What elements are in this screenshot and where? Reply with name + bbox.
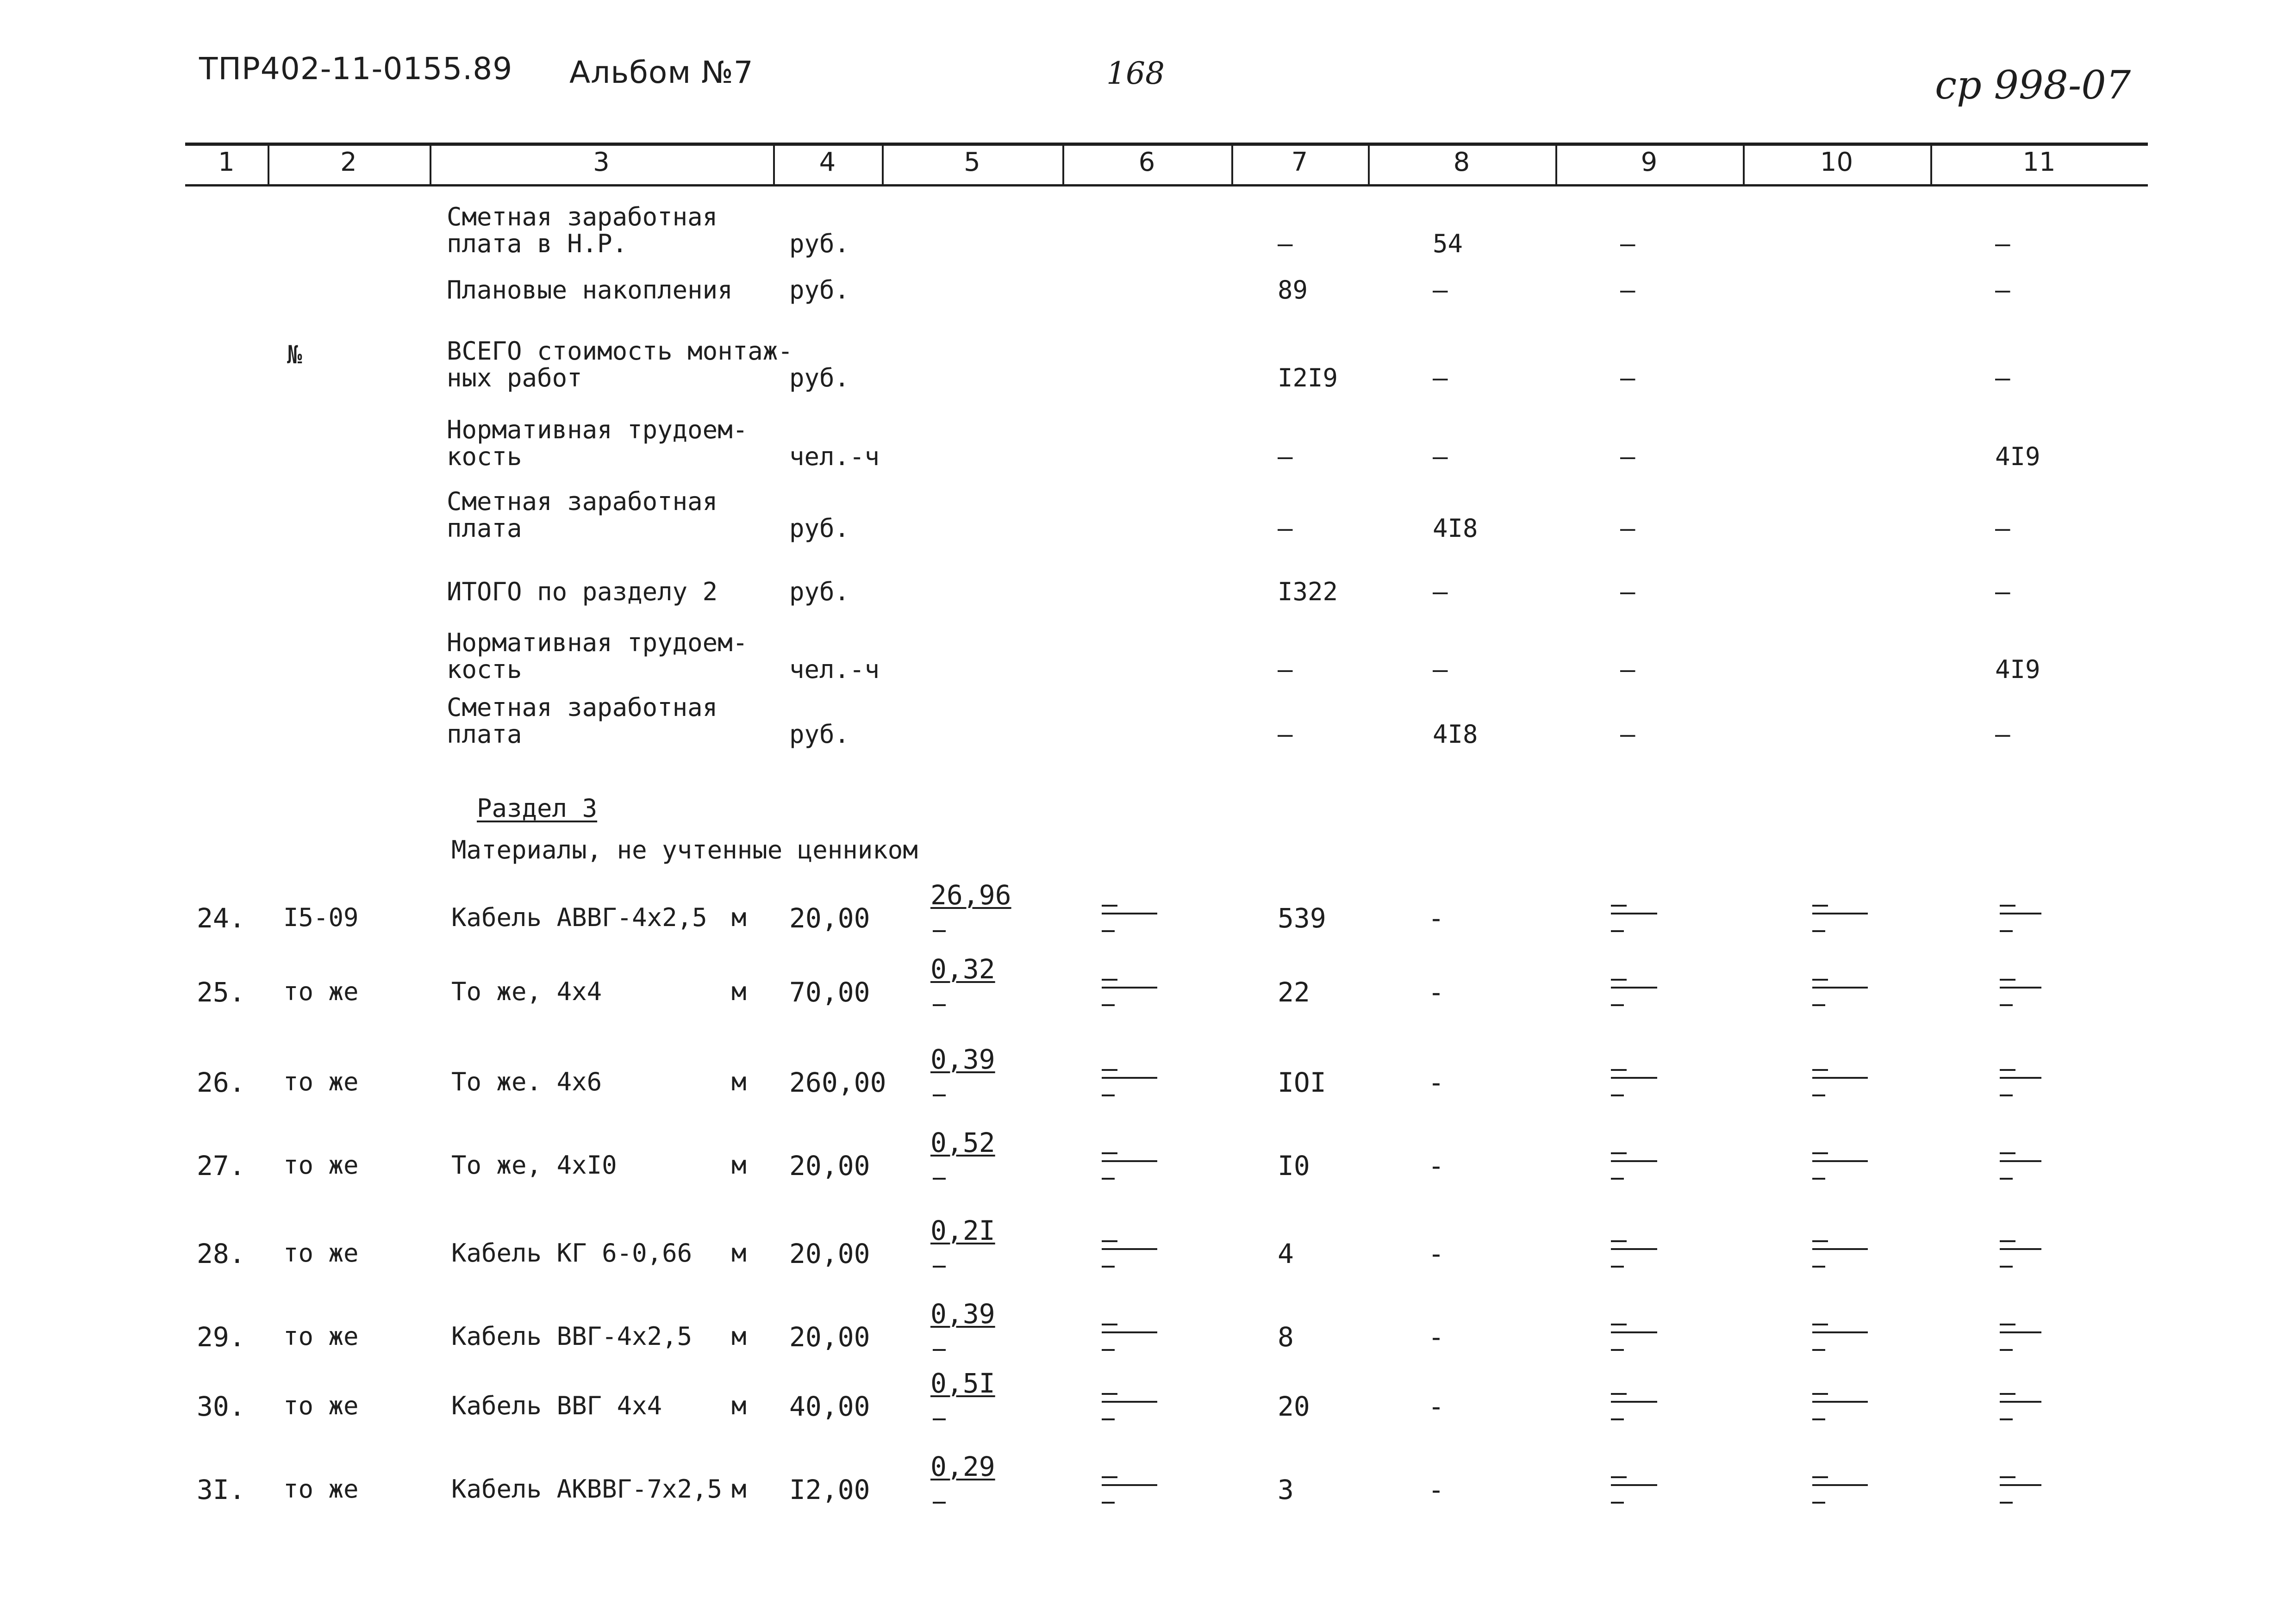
col10-dash — [1812, 905, 1828, 907]
col11-dash — [2000, 1152, 2015, 1154]
col9-dash-below — [1611, 1502, 1624, 1504]
col8-value: - — [1428, 1474, 1444, 1505]
col6-dash-below — [1102, 930, 1115, 932]
col6-dash-long — [1102, 1331, 1157, 1333]
col10-dash-long — [1812, 1160, 1868, 1162]
col9-dash — [1611, 979, 1627, 981]
price-code: I5-09 — [283, 903, 359, 932]
unit-price — [930, 879, 1011, 911]
col11-dash-long — [2000, 1331, 2041, 1333]
column-divider — [773, 144, 775, 186]
col6-dash — [1102, 1324, 1117, 1325]
document-code: ТПР402-11-0155.89 — [199, 51, 513, 87]
price-dash-below — [933, 1349, 946, 1351]
column-divider — [1930, 144, 1932, 186]
row-number: 28. — [197, 1238, 245, 1269]
col9-dash-long — [1611, 1160, 1657, 1162]
summary-value-c11: – — [1995, 720, 2010, 749]
col6-dash-long — [1102, 1160, 1157, 1162]
summary-value-c11: – — [1995, 577, 2010, 606]
summary-unit: руб. — [789, 720, 850, 749]
column-number: 9 — [1641, 147, 1658, 177]
material-name: То же, 4хI0 — [451, 1150, 617, 1180]
summary-value-c11: – — [1995, 514, 2010, 543]
column-number: 11 — [2022, 147, 2056, 177]
total-cost: 539 — [1278, 902, 1326, 934]
col10-dash-long — [1812, 913, 1868, 914]
col10-dash-below — [1812, 1502, 1825, 1504]
column-divider — [882, 144, 884, 186]
col9-dash — [1611, 905, 1627, 907]
summary-value-c9: – — [1620, 720, 1635, 749]
col9-dash-below — [1611, 930, 1624, 932]
summary-value-c8: 54 — [1433, 229, 1463, 258]
column-divider — [1743, 144, 1745, 186]
summary-value-c9: – — [1620, 514, 1635, 543]
unit-price — [930, 1298, 995, 1330]
column-divider — [1231, 144, 1233, 186]
unit-price-value: 0,39 — [930, 1298, 995, 1330]
col10-dash-below — [1812, 930, 1825, 932]
col9-dash-below — [1611, 1094, 1624, 1096]
col10-dash — [1812, 1069, 1828, 1071]
summary-value-c8: 4I8 — [1433, 514, 1478, 543]
col10-dash-long — [1812, 1401, 1868, 1403]
unit: м — [731, 1150, 747, 1180]
quantity: 40,00 — [789, 1391, 870, 1422]
column-number: 5 — [964, 147, 980, 177]
summary-unit: руб. — [789, 363, 850, 392]
quantity: 260,00 — [789, 1067, 886, 1098]
summary-unit: руб. — [789, 514, 850, 543]
col9-dash — [1611, 1069, 1627, 1071]
total-cost: 22 — [1278, 976, 1310, 1008]
row-number: 27. — [197, 1150, 245, 1181]
col9-dash-long — [1611, 1484, 1657, 1486]
col9-dash-long — [1611, 1331, 1657, 1333]
col6-dash — [1102, 1393, 1117, 1395]
col6-dash-long — [1102, 1077, 1157, 1079]
summary-value-c11: 4I9 — [1995, 442, 2040, 471]
col9-dash-below — [1611, 1418, 1624, 1420]
summary-value-c11: 4I9 — [1995, 655, 2040, 684]
col11-dash-long — [2000, 1160, 2041, 1162]
row-number: 24. — [197, 902, 245, 934]
col9-dash-below — [1611, 1349, 1624, 1351]
summary-item-name: Сметная заработная плата — [447, 693, 718, 749]
unit-price-value: 26,96 — [930, 879, 1011, 911]
summary-value-c8: – — [1433, 655, 1448, 684]
col11-dash-long — [2000, 1484, 2041, 1486]
unit-price — [930, 1368, 995, 1399]
summary-value-c8: 4I8 — [1433, 720, 1478, 749]
col9-dash-long — [1611, 1077, 1657, 1079]
col11-dash — [2000, 1069, 2015, 1071]
summary-item-name: Сметная заработная плата в Н.Р. — [447, 202, 718, 258]
material-name: Кабель КГ 6-0,66 — [451, 1238, 693, 1268]
unit: м — [731, 1322, 747, 1351]
col9-dash-long — [1611, 1401, 1657, 1403]
col6-dash-below — [1102, 1178, 1115, 1180]
col11-dash-below — [2000, 1349, 2013, 1351]
summary-value-c8: – — [1433, 577, 1448, 606]
material-name: Кабель АКВВГ-7х2,5 — [451, 1474, 723, 1504]
unit: м — [731, 1391, 747, 1420]
column-number: 4 — [819, 147, 836, 177]
unit: м — [731, 1067, 747, 1096]
price-dash-below — [933, 1502, 946, 1504]
col11-dash-below — [2000, 1094, 2013, 1096]
section-subtitle: Материалы, не учтенные ценником — [451, 835, 918, 864]
summary-value-c9: – — [1620, 655, 1635, 684]
summary-value-c8: – — [1433, 442, 1448, 471]
table-top-rule — [185, 143, 2148, 146]
price-code: то же — [283, 977, 359, 1006]
col8-value: - — [1428, 976, 1444, 1008]
col11-dash-below — [2000, 1418, 2013, 1420]
material-name: То же, 4х4 — [451, 977, 602, 1006]
unit-price-value: 0,2I — [930, 1215, 995, 1246]
column-number: 8 — [1453, 147, 1470, 177]
col10-dash-below — [1812, 1094, 1825, 1096]
col6-dash-long — [1102, 1401, 1157, 1403]
summary-value-c7: I2I9 — [1278, 363, 1338, 392]
unit-price — [930, 1451, 995, 1482]
col9-dash — [1611, 1393, 1627, 1395]
summary-item-name: ВСЕГО стоимость монтаж- ных работ — [447, 336, 793, 392]
col9-dash-long — [1611, 913, 1657, 914]
col6-dash — [1102, 1152, 1117, 1154]
col11-dash-long — [2000, 913, 2041, 914]
price-dash-below — [933, 1094, 946, 1096]
col6-dash-below — [1102, 1349, 1115, 1351]
quantity: 20,00 — [789, 902, 870, 934]
col9-dash-below — [1611, 1178, 1624, 1180]
summary-value-c7: – — [1278, 720, 1293, 749]
summary-value-c7: – — [1278, 655, 1293, 684]
unit-price — [930, 953, 995, 985]
price-dash-below — [933, 1418, 946, 1420]
col8-value: - — [1428, 1238, 1444, 1269]
unit-price-value: 0,39 — [930, 1044, 995, 1075]
col6-dash-below — [1102, 1418, 1115, 1420]
section-title: Раздел 3 — [477, 794, 598, 823]
summary-value-c11: – — [1995, 275, 2010, 305]
price-dash-below — [933, 1178, 946, 1180]
summary-value-c9: – — [1620, 442, 1635, 471]
price-code: то же — [283, 1391, 359, 1420]
col8-value: - — [1428, 1321, 1444, 1353]
unit: м — [731, 1474, 747, 1504]
col6-dash-long — [1102, 1484, 1157, 1486]
col6-dash — [1102, 1069, 1117, 1071]
col11-dash — [2000, 1324, 2015, 1325]
col6-dash — [1102, 979, 1117, 981]
total-cost: 8 — [1278, 1321, 1294, 1353]
col6-dash — [1102, 905, 1117, 907]
col8-value: - — [1428, 1067, 1444, 1098]
column-number: 7 — [1291, 147, 1308, 177]
summary-item-name: ИТОГО по разделу 2 — [447, 577, 718, 606]
total-cost: 4 — [1278, 1238, 1294, 1269]
column-number: 2 — [340, 147, 357, 177]
unit: м — [731, 977, 747, 1006]
summary-item-name: Сметная заработная плата — [447, 487, 718, 543]
total-cost: IOI — [1278, 1067, 1326, 1098]
unit: м — [731, 1238, 747, 1268]
col10-dash-long — [1812, 1077, 1868, 1079]
col11-dash — [2000, 1393, 2015, 1395]
col10-dash — [1812, 1393, 1828, 1395]
quantity: 20,00 — [789, 1321, 870, 1353]
col10-dash-long — [1812, 1248, 1868, 1250]
col10-dash-below — [1812, 1418, 1825, 1420]
col11-dash-below — [2000, 930, 2013, 932]
col10-dash-below — [1812, 1349, 1825, 1351]
column-divider — [1062, 144, 1064, 186]
col11-dash — [2000, 1476, 2015, 1478]
sheet-stamp: ср 998-07 — [1935, 62, 2131, 108]
col10-dash-long — [1812, 1331, 1868, 1333]
row-number: 3I. — [197, 1474, 245, 1505]
column-divider — [430, 144, 431, 186]
price-code: то же — [283, 1322, 359, 1351]
col11-dash-below — [2000, 1266, 2013, 1268]
unit-price-value: 0,29 — [930, 1451, 995, 1482]
summary-value-c7: 89 — [1278, 275, 1308, 305]
col6-dash-below — [1102, 1094, 1115, 1096]
col8-value: - — [1428, 1391, 1444, 1422]
price-dash-below — [933, 1266, 946, 1268]
unit-price — [930, 1044, 995, 1075]
col11-dash-below — [2000, 1502, 2013, 1504]
col6-dash-long — [1102, 1248, 1157, 1250]
column-number: 10 — [1820, 147, 1853, 177]
price-dash-below — [933, 930, 946, 932]
unit-price — [930, 1215, 995, 1246]
col9-dash-below — [1611, 1004, 1624, 1006]
col11-dash-long — [2000, 1248, 2041, 1250]
col6-dash-below — [1102, 1266, 1115, 1268]
price-code: то же — [283, 1238, 359, 1268]
summary-unit: руб. — [789, 577, 850, 606]
summary-value-c9: – — [1620, 229, 1635, 258]
summary-value-c11: – — [1995, 363, 2010, 392]
col11-dash — [2000, 905, 2015, 907]
col8-value: - — [1428, 902, 1444, 934]
column-divider — [268, 144, 269, 186]
col6-dash-long — [1102, 913, 1157, 914]
summary-value-c7: – — [1278, 229, 1293, 258]
col9-dash — [1611, 1324, 1627, 1325]
col10-dash — [1812, 1476, 1828, 1478]
col11-dash-long — [2000, 1077, 2041, 1079]
col6-dash-long — [1102, 987, 1157, 989]
column-number: 1 — [218, 147, 235, 177]
unit-price-value: 0,32 — [930, 953, 995, 985]
material-name: То же. 4х6 — [451, 1067, 602, 1096]
summary-value-c9: – — [1620, 275, 1635, 305]
col10-dash — [1812, 1324, 1828, 1325]
summary-item-name: Нормативная трудоем- кость — [447, 415, 748, 471]
row-number: 26. — [197, 1067, 245, 1098]
col8-value: - — [1428, 1150, 1444, 1181]
summary-unit: чел.-ч — [789, 655, 880, 684]
row-number: 30. — [197, 1391, 245, 1422]
total-cost: 20 — [1278, 1391, 1310, 1422]
material-name: Кабель АВВГ-4х2,5 — [451, 903, 707, 932]
summary-value-c8: – — [1433, 363, 1448, 392]
col11-dash-long — [2000, 1401, 2041, 1403]
col10-dash-below — [1812, 1266, 1825, 1268]
price-code: то же — [283, 1150, 359, 1180]
unit-price-value: 0,52 — [930, 1127, 995, 1158]
col11-dash-long — [2000, 987, 2041, 989]
quantity: 70,00 — [789, 976, 870, 1008]
column-number: 3 — [593, 147, 610, 177]
col11-dash — [2000, 979, 2015, 981]
col11-dash — [2000, 1240, 2015, 1242]
col6-dash-below — [1102, 1004, 1115, 1006]
album-number: Альбом №7 — [569, 55, 754, 90]
row-number: 29. — [197, 1321, 245, 1353]
unit: м — [731, 903, 747, 932]
col10-dash-long — [1812, 1484, 1868, 1486]
material-name: Кабель ВВГ 4х4 — [451, 1391, 662, 1420]
quantity: 20,00 — [789, 1150, 870, 1181]
material-name: Кабель ВВГ-4х2,5 — [451, 1322, 693, 1351]
unit-price — [930, 1127, 995, 1158]
col9-dash — [1611, 1240, 1627, 1242]
summary-value-c7: I322 — [1278, 577, 1338, 606]
summary-value-c8: – — [1433, 275, 1448, 305]
col10-dash — [1812, 979, 1828, 981]
summary-value-c11: – — [1995, 229, 2010, 258]
summary-mark: № — [287, 340, 302, 369]
col10-dash-below — [1812, 1004, 1825, 1006]
col10-dash-long — [1812, 987, 1868, 989]
total-cost: 3 — [1278, 1474, 1294, 1505]
col9-dash — [1611, 1476, 1627, 1478]
table-header-bottom-rule — [185, 184, 2148, 187]
col10-dash-below — [1812, 1178, 1825, 1180]
col9-dash — [1611, 1152, 1627, 1154]
col6-dash — [1102, 1476, 1117, 1478]
column-divider — [1368, 144, 1370, 186]
col10-dash — [1812, 1240, 1828, 1242]
col6-dash — [1102, 1240, 1117, 1242]
col9-dash-long — [1611, 1248, 1657, 1250]
row-number: 25. — [197, 976, 245, 1008]
column-divider — [1555, 144, 1557, 186]
col9-dash-long — [1611, 987, 1657, 989]
col10-dash — [1812, 1152, 1828, 1154]
summary-unit: руб. — [789, 229, 850, 258]
summary-unit: чел.-ч — [789, 442, 880, 471]
page-number: 168 — [1106, 56, 1165, 91]
price-dash-below — [933, 1004, 946, 1006]
quantity: I2,00 — [789, 1474, 870, 1505]
summary-item-name: Нормативная трудоем- кость — [447, 628, 748, 684]
summary-unit: руб. — [789, 275, 850, 305]
col11-dash-below — [2000, 1178, 2013, 1180]
summary-value-c7: – — [1278, 442, 1293, 471]
column-number: 6 — [1138, 147, 1155, 177]
summary-value-c7: – — [1278, 514, 1293, 543]
unit-price-value: 0,5I — [930, 1368, 995, 1399]
col9-dash-below — [1611, 1266, 1624, 1268]
summary-value-c9: – — [1620, 577, 1635, 606]
summary-item-name: Плановые накопления — [447, 275, 733, 305]
total-cost: I0 — [1278, 1150, 1310, 1181]
col11-dash-below — [2000, 1004, 2013, 1006]
price-code: то же — [283, 1067, 359, 1096]
quantity: 20,00 — [789, 1238, 870, 1269]
price-code: то же — [283, 1474, 359, 1504]
summary-value-c9: – — [1620, 363, 1635, 392]
col6-dash-below — [1102, 1502, 1115, 1504]
